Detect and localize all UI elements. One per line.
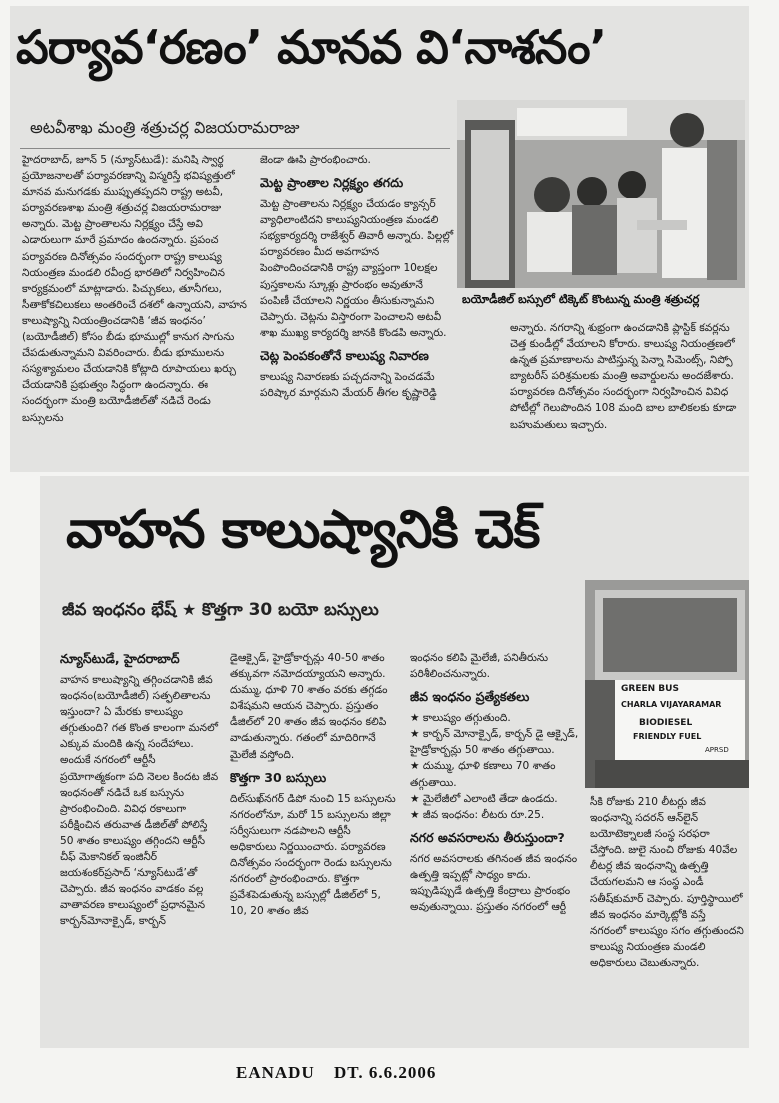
bus-sign-4: FRIENDLY FUEL bbox=[633, 732, 702, 741]
body-text: దిల్‌సుఖ్‌నగర్ డిపో నుంచి 15 బస్సులను నగరంలోనూ, మరో 15 బస్సులను జిల్లా సర్వీసులుగా నడపాలని ఆర్టీసీ అధికారులు నిర్ణయించారు. పర్యావరణ దినోత్సవం సందర్భంగా రెండు బస్సులను నగరంలో ప్రారంభించారు. కొత్తగా ప్రవేశపెడుతున్న బస్సుల్లో డీజిల్‌లో 5, 10, 20 శాతం జీవ bbox=[230, 792, 396, 918]
body-text: మెట్ట ప్రాంతాలను నిర్లక్ష్యం చేయడం క్యాన్సర్ వ్యాధిలాంటిదని కాలుష్యనియంత్రణ మండలి సభ్యకార్యదర్శి రాజేశ్వర్ తివారీ అన్నారు. పిల్లల్లో పర్యావరణం మీద అవగాహన పెంపొందించడానికి రాష్ట్ర వ్యాప్తంగా 10లక్షల పుస్తకాలను స్కూళ్లు ప్రారంభం అవుతూనే పంపిణీ చేయాలని నిర్ణయం తీసుకున్నామని చెప్పారు. చెట్లను విస్తారంగా పెంచాలని అటవీ శాఖ ముఖ్య కార్యదర్శి జానకి కొండపి అన్నారు. bbox=[260, 198, 454, 339]
star-icon: ★ bbox=[182, 600, 202, 619]
bus-sign-3: BIODIESEL bbox=[639, 718, 693, 728]
body-text: కాలుష్య నివారణకు పచ్చదనాన్ని పెంచడమే పరిష్కార మార్గమని మేయర్ తీగల కృష్ణారెడ్డి bbox=[260, 370, 437, 400]
section-heading: మెట్ట ప్రాంతాల నిర్లక్ష్యం తగదు bbox=[260, 175, 404, 191]
source-name: EANADU bbox=[236, 1063, 315, 1082]
article-2-headline: వాహన కాలుష్యానికి చెక్ bbox=[66, 500, 540, 560]
body-text: డైఆక్సైడ్, హైడ్రోకార్బన్లు 40-50 శాతం తక్కువగా నమోదయ్యాయని అన్నారు. దుమ్ము, ధూళి 70 శాతం వరకు తగ్గడం విశేషమని ఆయన చెప్పారు. ప్రస్తుతం డీజిల్‌లో 20 శాతం జీవ ఇంధనం కలిపి వాడుతున్నారు. గతంలో మాదిరిగానే మైలేజీ వస్తోంది. bbox=[230, 652, 388, 761]
source-date: DT. 6.6.2006 bbox=[333, 1063, 437, 1082]
article-1-column-3 bbox=[510, 320, 740, 468]
article-2-column-2 bbox=[230, 650, 400, 1040]
body-text: నగర అవసరాలకు తగినంత జీవ ఇంధనం ఉత్పత్తి ఇప్పట్లో సాధ్యం కాదు. ఇప్పుడిప్పుడే ఉత్పత్తి కేంద్రాలు ప్రారంభం అవుతున్నాయి. ప్రస్తుతం నగరంలో ఆర్టీ bbox=[410, 852, 578, 914]
article-2-column-3 bbox=[410, 650, 580, 1040]
article-1-column-1 bbox=[22, 152, 250, 464]
article-2-column-1 bbox=[60, 650, 220, 1040]
bullet-item: ★ కార్బన్ మోనాక్సైడ్, కార్బన్ డై ఆక్సైడ్, హైడ్రోకార్బన్లు 50 శాతం తగ్గుతాయి. bbox=[410, 728, 579, 757]
bullet-item: ★ మైలేజీలో ఎలాంటి తేడా ఉండదు. bbox=[410, 792, 558, 805]
bullet-text: మైలేజీలో ఎలాంటి తేడా ఉండదు. bbox=[422, 792, 558, 805]
bullet-item: ★ కాలుష్యం తగ్గుతుంది. bbox=[410, 712, 511, 725]
body-text: సీకి రోజుకు 210 లీటర్లు జీవ ఇంధనాన్ని సదరన్ ఆన్‌లైన్ బయోటెక్నాలజీ సంస్థ సరఫరా చేస్తోంది. జులై నుంచి రోజుకు 40వేల లీటర్ల జీవ ఇంధనాన్ని ఉత్పత్తి చేయగలమని ఆ సంస్థ ఎండీ సతీష్‌కుమార్ చెప్పారు. పూర్తిస్థాయిలో జీవ ఇంధనం మార్కెట్లోకి వస్తే నగరంలో కాలుష్యం సగం తగ్గుతుందని కాలుష్య నియంత్రణ మండలి అధికారులు చెబుతున్నారు. bbox=[590, 796, 744, 969]
photo-caption: బయోడీజిల్ బస్సులో టిక్కెట్ కొంటున్న మంత్రి శత్రుచర్ల bbox=[462, 292, 700, 306]
bus-sign-2: CHARLA VIJAYARAMAR bbox=[621, 700, 722, 709]
bullet-text: జీవ ఇంధనం: లీటరు రూ.25. bbox=[422, 808, 545, 821]
article-1-subhead: అటవీశాఖ మంత్రి శత్రుచర్ల విజయరామరాజు bbox=[30, 118, 300, 137]
body-text: జెండా ఊపి ప్రారంభించారు. bbox=[260, 154, 371, 166]
body-text: హైదరాబాద్, జూన్ 5 (న్యూస్‌టుడే): మనిషి స్వార్థ ప్రయోజనాలతో పర్యావరణాన్ని విస్మరిస్తే భవిష్యత్తులో మానవ మనుగడకు ముప్పుతప్పదని రాష్ట్ర అటవీ, పర్యావరణశాఖ మంత్రి శత్రుచర్ల విజయరామరాజు అన్నారు. మెట్ట ప్రాంతాలను నిర్లక్ష్యం చేస్తే అవి ఎడారులుగా మారే ప్రమాదం ఉందన్నారు. ప్రపంచ పర్యావరణ దినోత్సవం సందర్భంగా రాష్ట్ర కాలుష్య నియంత్రణ మండలి రవీంద్ర భారతిలో నిర్వహించిన కార్యక్రమంలో మాట్లాడారు. పిచ్చుకలు, తూనీగలు, సీతాకోకచిలుకలు అంతరించే దశలో ఉన్నాయని, వాహన కాలుష్యాన్ని నియంత్రించడానికి ‘జీవ ఇంధనం’ (బయోడీజిల్) కోసం బీడు భూముల్లో కానుగ సాగును చేపడుతున్నామని వివరించారు. బీడు భూములను సస్యశ్యామలం చేయడానికి కోట్లాది రూపాయలు ఖర్చు చేయడానికి ప్రభుత్వం సిద్ధంగా ఉందన్నారు. ఈ సందర్భంగా మంత్రి బయోడీజిల్‌తో నడిచే రెండు బస్సులను bbox=[22, 154, 247, 424]
section-heading: జీవ ఇంధనం ప్రత్యేకతలు bbox=[410, 689, 530, 705]
body-text: వాహన కాలుష్యాన్ని తగ్గించడానికి జీవ ఇంధనం(బయోడీజిల్) సత్ఫలితాలను ఇస్తుందా? ఏ మేరకు కాలుష్యం తగ్గుతుంది? గత కొంత కాలంగా మనలో ఎక్కువ మందికి ఉన్న సందేహాలు. అందుకే నగరంలో ఆర్టీసీ ప్రయోగాత్మకంగా పది నెలల కిందట జీవ ఇంధనంతో నడిచే ఒక బస్సును ప్రారంభించింది. వివిధ రకాలుగా పరీక్షించిన తరువాత డీజిల్‌తో పోలిస్తే 50 శాతం కాలుష్యం తగ్గిందని ఆర్టీసీ చీఫ్ మెకానికల్ ఇంజినీర్ జయశంకర్‌ప్రసాద్ ‘న్యూస్‌టుడే’తో చెప్పారు. జీవ ఇంధనం వాడకం వల్ల వాతావరణ కాలుష్యంలో ప్రధానమైన కార్బన్‌మోనాక్సైడ్, కార్బన్ bbox=[60, 674, 219, 928]
subhead-right: కొత్తగా 30 బయో బస్సులు bbox=[201, 600, 379, 620]
body-text: అన్నారు. నగరాన్ని శుభ్రంగా ఉంచడానికి ప్లాస్టిక్ కవర్లను చెత్త కుండీల్లో వేయాలని కోరారు. కాలుష్య నియంత్రణలో ఉన్నత ప్రమాణాలను పాటిస్తున్న పెన్నా సిమెంట్స్, నిప్పో బ్యాటరీస్ పరిశ్రమలకు మంత్రి అవార్డులను అందజేశారు. పర్యావరణ దినోత్సవం సందర్భంగా నిర్వహించిన వివిధ పోటీల్లో గెలుపొందిన 108 మంది బాల బాలికలకు కూడా బహుమతులు ఇచ్చారు. bbox=[510, 322, 737, 431]
subhead-left: జీవ ఇంధనం భేష్ bbox=[62, 600, 177, 620]
bullet-item: ★ జీవ ఇంధనం: లీటరు రూ.25. bbox=[410, 808, 545, 821]
bus-sign-1: GREEN BUS bbox=[621, 684, 679, 694]
bullet-text: కాలుష్యం తగ్గుతుంది. bbox=[422, 712, 511, 725]
dateline: న్యూస్‌టుడే, హైదరాబాద్ bbox=[60, 651, 180, 666]
bio-bus-photo bbox=[585, 580, 749, 788]
article-2-column-4 bbox=[590, 794, 745, 1044]
bullet-text: కార్బన్ మోనాక్సైడ్, కార్బన్ డై ఆక్సైడ్, హైడ్రోకార్బన్లు 50 శాతం తగ్గుతాయి. bbox=[410, 728, 579, 757]
article-1-headline: పర్యావ‘రణం’ మానవ వి‘నాశనం’ bbox=[16, 20, 607, 74]
section-heading: కొత్తగా 30 బస్సులు bbox=[230, 769, 327, 785]
article-2-subhead bbox=[62, 600, 379, 624]
divider bbox=[20, 148, 450, 149]
body-text: ఇంధనం కలిపి మైలేజీ, పనితీరును పరిశీలించనున్నారు. bbox=[410, 652, 549, 681]
bullet-item: ★ దుమ్ము, ధూళి కణాలు 70 శాతం తగ్గుతాయి. bbox=[410, 760, 556, 789]
bullet-text: దుమ్ము, ధూళి కణాలు 70 శాతం తగ్గుతాయి. bbox=[410, 760, 556, 789]
minister-bus-photo bbox=[457, 100, 745, 288]
section-heading: నగర అవసరాలను తీరుస్తుందా? bbox=[410, 829, 565, 845]
article-1-column-2 bbox=[260, 152, 454, 464]
footer-source bbox=[236, 1063, 436, 1083]
bus-sign-5: APRSD bbox=[705, 746, 729, 754]
section-heading: చెట్ల పెంపకంతోనే కాలుష్య నివారణ bbox=[260, 347, 429, 363]
